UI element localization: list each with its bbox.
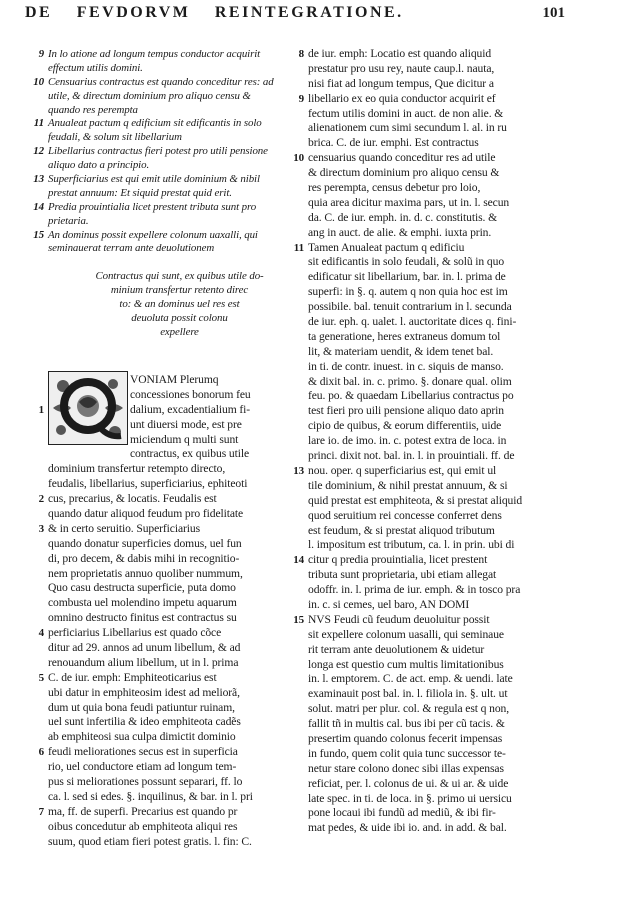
body-line: fectum utilis domini in auct. de non alie. & — [308, 106, 504, 120]
body-line: 1 dalium, excadentialium fi- — [38, 402, 251, 416]
body-line: 8 de iur. emph: Locatio est quando aliquid — [298, 47, 492, 60]
body-line: feu. po. & quaedam Libellarius contractus po — [308, 389, 514, 403]
body-line: pus si meliorationes possunt separari, ff. lo — [48, 775, 243, 789]
body-line: omnino destructo finitus est contractus su — [48, 611, 237, 625]
summary-line: feudali, & solum sit libellarium — [48, 131, 182, 144]
body-line: 7 ma, ff. de superfi. Precarius est quando pr — [38, 804, 238, 818]
page-number: 101 — [542, 5, 565, 21]
note-line: Contractus qui sunt, ex quibus utile do- — [95, 270, 264, 283]
body-line: reficiat, per. l. colonus de ui. & ui ar. & uide — [308, 776, 509, 790]
body-line: ca. l. sed si edes. §. inquilinus, & bar. in l. pri — [48, 789, 253, 803]
body-line: cipio de quibus, & eorum differentiis, uide — [308, 419, 502, 433]
summary-line: seminauerat terram ante deuolutionem — [48, 242, 215, 255]
summary-line: aliquo dato a principio. — [48, 159, 150, 172]
body-line: longa est questio cum multis limitationibus — [308, 657, 504, 671]
summary-line: effectum utilis domini. — [48, 61, 143, 74]
left-column — [33, 48, 301, 340]
body-line: VONIAM Plerumq — [130, 373, 219, 386]
left-body — [38, 373, 301, 850]
body-line: ubi datur in emphiteosim idest ad meliorã, — [48, 685, 240, 699]
summary-line: 11 Anualeat pactum q edificium sit edificantis in solo — [33, 117, 262, 130]
body-line: pone locaui ibi fundũ ad mediũ, & ibi fir- — [308, 806, 496, 820]
body-line: combusta uel molendino impetu aquarum — [48, 596, 237, 610]
body-line: princi. dixit not. bal. in. l. in prouintiali. ff. de — [308, 449, 515, 463]
body-line: 3 & in certo seruitio. Superficiarius — [38, 521, 201, 535]
body-line: di, pro decem, & dabis mihi in recognitio- — [48, 551, 240, 565]
body-line: 6 feudi meliorationes secus est in superficia — [38, 745, 238, 759]
page-header — [0, 0, 617, 26]
body-line: 15 NVS Feudi cũ feudum deuoluitur possit — [293, 612, 490, 626]
body-line: in. l. emptorem. C. de act. emp. & uendi. late — [308, 672, 513, 686]
body-line: nem proprietatis annuo quoliber nummum, — [48, 566, 243, 580]
body-line: est feudum, & si prestat aliquod tributum — [308, 523, 495, 537]
summary-line: 14 Predia prouintialia licet prestent tributa sunt pro — [33, 200, 257, 213]
body-line: 10 censuarius quando conceditur res ad utile — [293, 151, 496, 165]
summary-line: 15 An dominus possit expellere colonum uaxalli, qui — [33, 228, 258, 241]
body-line: examinauit post bal. in. l. filiola in. §. ult. ut — [308, 687, 508, 701]
body-line: dum ut quia bona feudi patiuntur ruinam, — [48, 700, 235, 714]
body-line: tributa sunt proprietaria, ubi etiam allegat — [308, 568, 497, 582]
body-line: quid prestat est emphiteota, & si prestat aliquid — [308, 493, 523, 507]
body-line: nisi fiat ad longum tempus, Que dicitur a — [308, 76, 494, 90]
body-line: tile dominium, & nihil prestat annuum, & si — [308, 478, 508, 492]
body-line: lit, & materiam uendit, & idem tenet bal. — [308, 344, 494, 358]
body-line: brica. C. de iur. emphi. Est contractus — [308, 136, 479, 150]
body-line: feudalis, libellarius, superficiarius, ephiteoti — [48, 477, 248, 491]
summary-line: 9 In lo atione ad longum tempus conductor acquirit — [38, 48, 261, 60]
chapter-summary — [33, 48, 301, 256]
body-line: suum, quod etiam fieri potest gratis. l. fin: C. — [48, 834, 252, 848]
body-line: quia area dicitur maxima pars, ut in. l. secun — [308, 195, 510, 209]
body-line: renouandum alium libellum, ut in l. prima — [48, 655, 239, 669]
body-line: sit edificantis in solo feudali, & solũ in quo — [308, 255, 505, 269]
body-line: 9 libellario ex eo quia conductor acquirit ef — [298, 91, 496, 105]
body-line: edificatur sit libellarium, bar. in. l. prima de — [308, 270, 506, 284]
body-line: uel sunt infertilia & ideo emphiteota cadẽs — [48, 715, 241, 729]
note-line: to: & an dominus uel res est — [119, 298, 240, 311]
body-line: prestatur pro usu rey, naute caup.l. nauta, — [308, 61, 495, 75]
body-line: mat pedes, & uide ibi io. and. in add. & bal. — [308, 821, 507, 835]
body-line: 11 Tamen Anualeat pactum q edificiu — [293, 240, 465, 254]
body-line: quod seruitium rei concesse conferret dens — [308, 508, 502, 522]
body-line: netur stare colono donec sibi illas expensas — [308, 761, 504, 775]
body-line: 5 C. de iur. emph: Emphiteoticarius est — [38, 670, 217, 684]
body-line: da. C. de iur. emph. in. d. c. constitutis. & — [308, 210, 498, 224]
summary-line: prestat annuum: Et siquid prestat quid erit. — [48, 186, 232, 199]
body-line: in ti. de contr. inuest. in c. siquis de manso. — [308, 359, 504, 373]
body-line: & dixit bal. in. c. primo. §. donare qual. olim — [308, 374, 512, 388]
note-line: expellere — [160, 325, 199, 338]
body-line: lare io. de imo. in. c. potest extra de loca. in — [308, 434, 507, 448]
body-line: 14 citur q predia prouintialia, licet prestent — [293, 553, 488, 567]
running-title: DE FEVDORVM REINTEGRATIONE. — [25, 4, 404, 21]
note-line: minium transfertur retento direc — [110, 284, 249, 297]
body-line: ta generatione, heres extraneus domum tol — [308, 329, 501, 343]
right-column — [293, 47, 558, 836]
body-line: ang in auct. de alie. & emphi. iuxta prin. — [308, 225, 492, 239]
body-line: rio, uel conductore etiam ad longum tem- — [48, 760, 237, 774]
body-line: in. c. si cemes, uel baro, AN DOMI — [308, 597, 470, 611]
body-line: fallit tñ in multis cal. bus ibi per cũ tacis. & — [308, 717, 505, 731]
body-line: de iur. eph. q. ualet. l. auctoritate dices q. fini- — [308, 315, 517, 329]
body-line: alienationem cum simi secundum l. al. in ru — [308, 121, 507, 135]
body-line: quando datur aliquod feudum pro fidelitate — [48, 507, 244, 521]
body-line: dominium transfertur retempto directo, — [48, 462, 226, 476]
body-line: presertim quando colonus fecerit impensas — [308, 731, 503, 745]
body-line: rit terram ante deuolutionem & uidetur — [308, 642, 485, 656]
body-line: 4 perficiarius Libellarius est quado cõce — [38, 626, 222, 640]
body-line: superfi: in §. q. autem q non quia hoc est im — [308, 285, 508, 299]
body-line: possibile. bal. tenuit contrarium in l. secunda — [308, 300, 512, 314]
body-line: sit expellere colonum uasalli, qui seminaue — [308, 627, 504, 641]
body-line: & directum dominium pro aliquo censu & — [308, 166, 500, 180]
body-line: quando donatur superficies domus, uel fun — [48, 536, 242, 550]
body-line: odoffr. in. l. prima de iur. emph. & in tosco pra — [308, 583, 521, 597]
section-note — [48, 270, 301, 339]
body-line: l. impositum est tributum, ca. l. in prin. ubi di — [308, 538, 515, 552]
body-line: ab emphiteosi sua culpa dimictit dominio — [48, 730, 236, 744]
body-line: Quo casu destructa superficie, puta domo — [48, 581, 236, 595]
body-line: oibus concedutur ab emphiteota aliqui res — [48, 819, 238, 833]
body-line: 2 cus, precarius, & locatis. Feudalis est — [38, 492, 217, 506]
summary-line: 12 Libellarius contractus fieri potest pro utili pensione — [33, 145, 268, 158]
body-line: in fundo, quem colit quia tunc successor te- — [308, 746, 506, 760]
body-line: solut. matri per plur. col. & regula est q non, — [308, 702, 510, 716]
body-line: 13 nou. oper. q superficiarius est, qui emit ul — [293, 463, 497, 477]
body-line: ditur ad 29. annos ad unum libellum, & ad — [48, 641, 241, 655]
summary-line: prietaria. — [48, 214, 89, 227]
summary-line: quando res perempta — [48, 103, 138, 116]
body-line: res perempta, census debetur pro loio, — [308, 181, 481, 195]
body-line: concessiones bonorum feu — [130, 387, 251, 401]
summary-line: 10 Censuarius contractus est quando conceditur res: ad — [33, 75, 274, 88]
summary-line: utile, & directum dominium pro aliquo censu & — [48, 89, 251, 102]
note-line: deuoluta possit colonu — [131, 312, 228, 325]
body-line: test fieri pro uili pensione aliquo dato aprin — [308, 404, 504, 418]
body-line: contractus, ex quibus utile — [130, 447, 250, 461]
body-line: miciendum q multi sunt — [130, 432, 239, 446]
body-line: late spec. in ti. de loca. in §. primo ui uersicu — [308, 791, 512, 805]
summary-line: 13 Superficiarius est qui emit utile dominium & nibil — [33, 173, 260, 186]
body-line: unt diuersi mode, est pre — [130, 417, 242, 431]
